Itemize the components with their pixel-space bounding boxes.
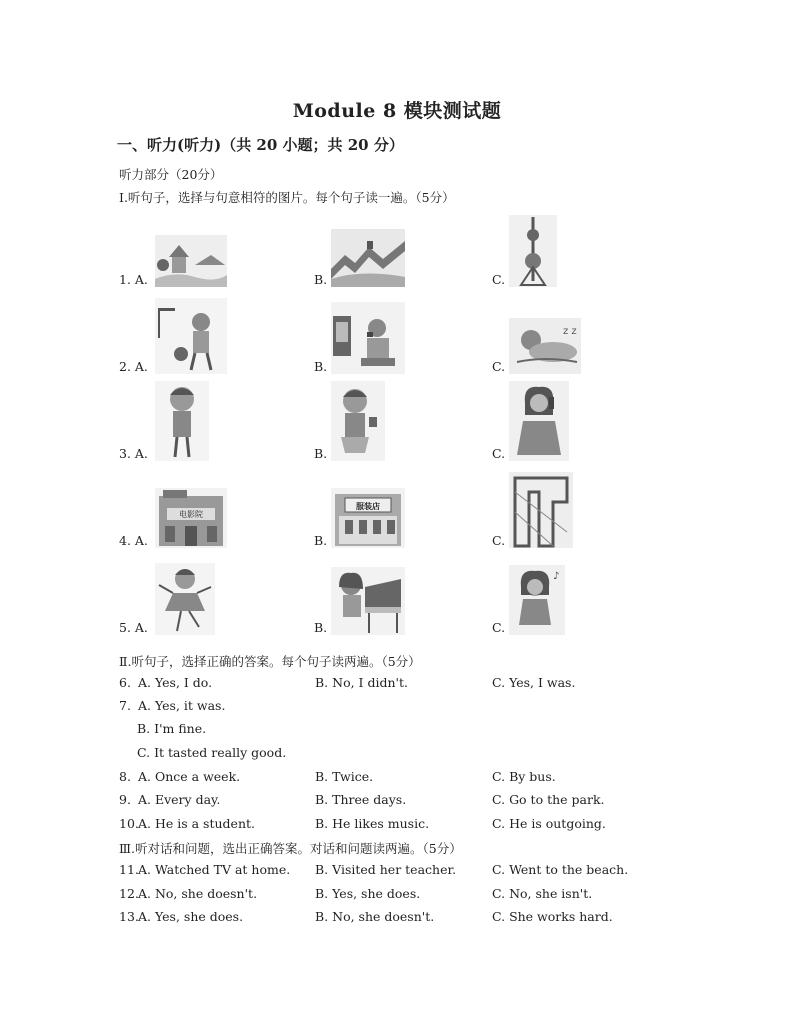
basketball-boy-picture	[155, 298, 227, 374]
question-7-option-c: C. It tasted really good.	[137, 745, 287, 760]
question-4-label-b: B.	[314, 533, 328, 548]
question-7	[119, 698, 719, 718]
question-1-label-b: B.	[314, 272, 328, 287]
question-12-option-a: A. No, she doesn't.	[138, 886, 258, 901]
question-12-option-c: C. No, she isn't.	[492, 886, 593, 901]
picture-row-3	[119, 371, 739, 461]
question-6	[119, 675, 719, 695]
question-12-option-b: B. Yes, she does.	[315, 886, 421, 901]
question-9-option-a: A. Every day.	[138, 792, 221, 807]
picture-row-5	[119, 545, 739, 635]
question-8-option-b: B. Twice.	[315, 769, 374, 784]
question-8-option-a: A. Once a week.	[138, 769, 241, 784]
question-6-number: 6.	[119, 675, 131, 690]
question-5-label-c: C.	[492, 620, 506, 635]
tv-tower-picture	[509, 215, 557, 287]
part2-instruction: Ⅱ.听句子，选择正确的答案。每个句子读两遍。（5分）	[119, 654, 421, 669]
question-5-label-a: 5. A.	[119, 620, 148, 635]
question-10-number: 10.	[119, 816, 139, 831]
cinema-building-picture	[155, 488, 227, 548]
question-2-label-a: 2. A.	[119, 359, 148, 374]
question-3-label-b: B.	[314, 446, 328, 461]
girl-dancing-picture	[155, 563, 215, 635]
question-10-option-a: A. He is a student.	[138, 816, 255, 831]
question-13	[119, 909, 719, 929]
question-4-label-c: C.	[492, 533, 506, 548]
question-9-option-b: B. Three days.	[315, 792, 407, 807]
question-3-label-c: C.	[492, 446, 506, 461]
question-1-label-c: C.	[492, 272, 506, 287]
temple-landscape-picture	[155, 235, 227, 287]
question-6-option-a: A. Yes, I do.	[138, 675, 213, 690]
question-6-option-b: B. No, I didn't.	[315, 675, 408, 690]
question-7-number: 7.	[119, 698, 131, 713]
picture-row-4	[119, 458, 739, 548]
question-3-label-a: 3. A.	[119, 446, 148, 461]
question-13-option-a: A. Yes, she does.	[138, 909, 244, 924]
girl-standing-picture	[155, 381, 209, 461]
picture-row-2	[119, 284, 739, 374]
question-6-option-c: C. Yes, I was.	[492, 675, 576, 690]
question-2-label-b: B.	[314, 359, 328, 374]
question-11-option-b: B. Visited her teacher.	[315, 862, 457, 877]
question-11-option-a: A. Watched TV at home.	[138, 862, 291, 877]
svg-text:♪: ♪	[553, 571, 560, 582]
question-9	[119, 792, 719, 812]
girl-holding-cup-picture	[331, 381, 385, 461]
svg-text:电影院: 电影院	[179, 510, 203, 519]
girl-playing-piano-picture	[331, 567, 405, 635]
girl-singing-picture	[509, 565, 565, 635]
page-title: Module 8 模块测试题	[292, 100, 502, 122]
question-5-label-b: B.	[314, 620, 328, 635]
part3-instruction: Ⅲ.听对话和问题，选出正确答案。对话和问题读两遍。（5分）	[119, 841, 462, 856]
question-9-option-c: C. Go to the park.	[492, 792, 605, 807]
question-8	[119, 769, 719, 789]
question-12	[119, 886, 719, 906]
section-heading: 一、听力(听力)（共 20 小题；共 20 分）	[117, 136, 404, 154]
question-10-option-b: B. He likes music.	[315, 816, 430, 831]
question-8-number: 8.	[119, 769, 131, 784]
question-13-option-c: C. She works hard.	[492, 909, 613, 924]
question-1-label-a: 1. A.	[119, 272, 148, 287]
question-10	[119, 816, 719, 836]
cctv-tower-picture	[509, 472, 573, 548]
question-2-label-c: C.	[492, 359, 506, 374]
listening-part-label: 听力部分（20分）	[119, 167, 223, 182]
question-4-label-a: 4. A.	[119, 533, 148, 548]
question-9-number: 9.	[119, 792, 131, 807]
question-11-number: 11.	[119, 862, 139, 877]
question-8-option-c: C. By bus.	[492, 769, 556, 784]
part1-instruction: Ⅰ.听句子，选择与句意相符的图片。每个句子读一遍。（5分）	[119, 190, 455, 205]
svg-text:服装店: 服装店	[356, 502, 380, 511]
clothes-shop-picture	[331, 488, 405, 548]
great-wall-picture	[331, 229, 405, 287]
question-12-number: 12.	[119, 886, 139, 901]
question-7-option-b: B. I'm fine.	[137, 721, 207, 736]
question-13-number: 13.	[119, 909, 139, 924]
question-10-option-c: C. He is outgoing.	[492, 816, 606, 831]
picture-row-1	[119, 197, 739, 287]
svg-text:z z: z z	[563, 326, 577, 337]
boy-sleeping-picture	[509, 318, 581, 374]
boy-watching-tv-picture	[331, 302, 405, 374]
question-7-option-a: A. Yes, it was.	[138, 698, 226, 713]
woman-on-phone-picture	[509, 381, 569, 461]
question-11	[119, 862, 719, 882]
question-11-option-c: C. Went to the beach.	[492, 862, 629, 877]
question-13-option-b: B. No, she doesn't.	[315, 909, 435, 924]
